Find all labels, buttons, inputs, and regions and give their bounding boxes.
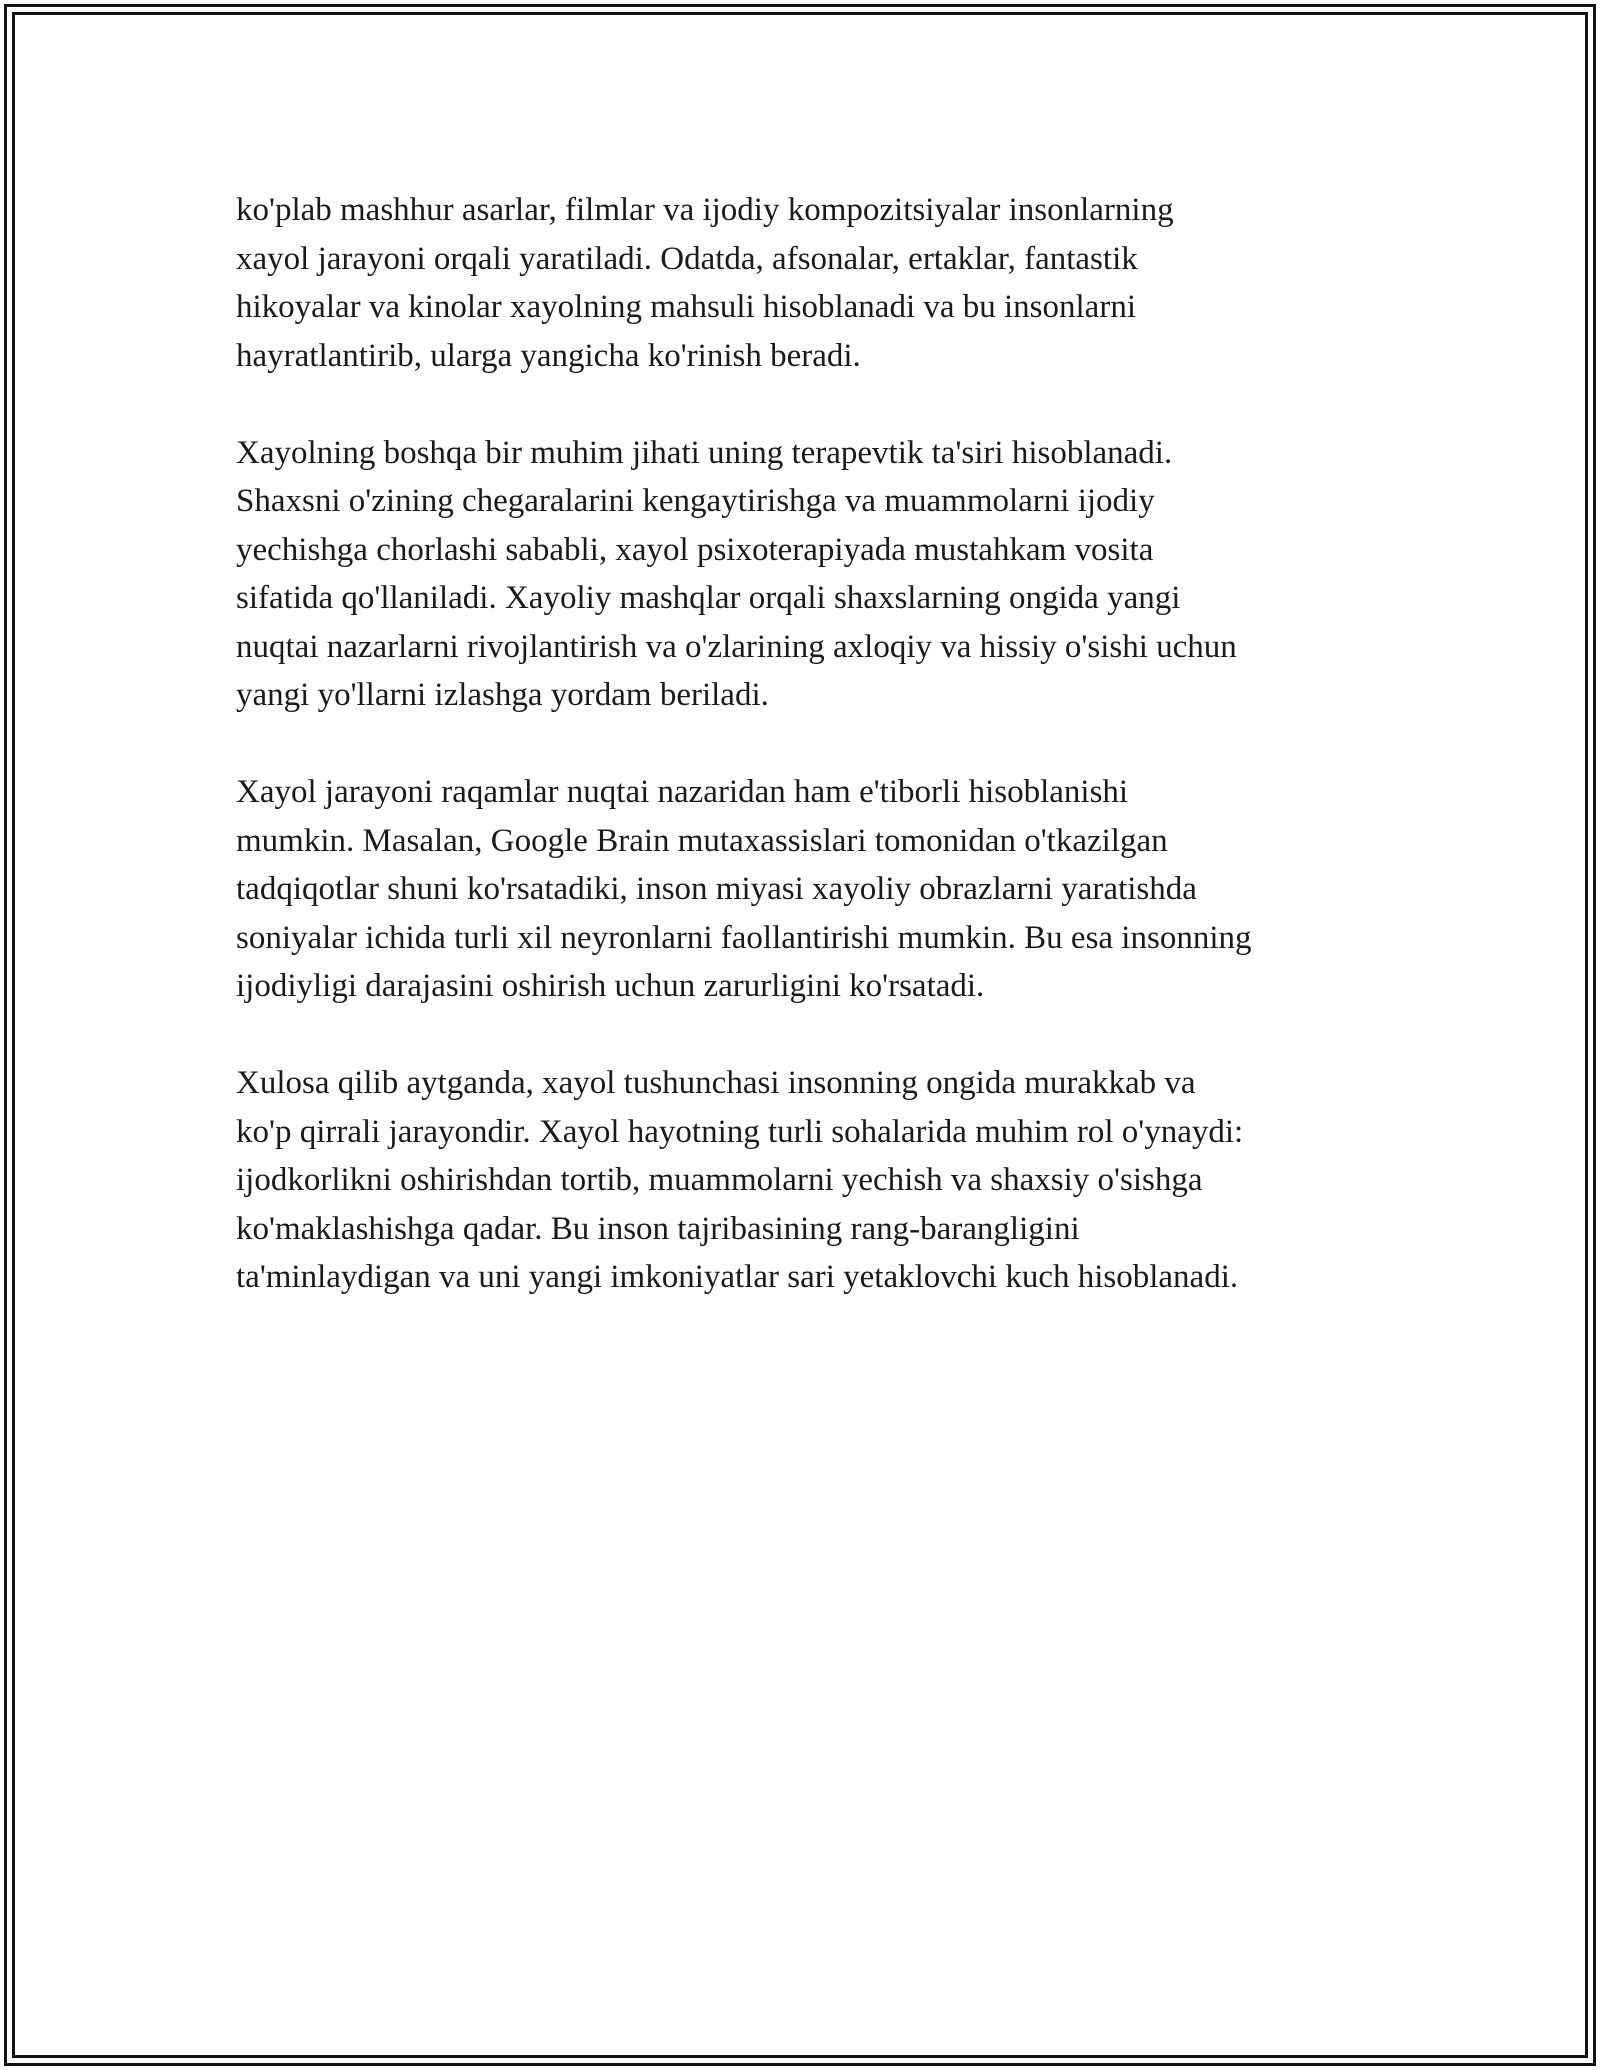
text-line: tadqiqotlar shuni ko'rsatadiki, inson miyasi xayoliy obrazlarni yaratishda	[236, 871, 1197, 907]
text-line: soniyalar ichida turli xil neyronlarni faollantirishi mumkin. Bu esa insonning	[236, 919, 1252, 956]
text-line: mumkin. Masalan, Google Brain mutaxassislari tomonidan o'tkazilgan	[236, 822, 1168, 859]
text-line: Xayol jarayoni raqamlar nuqtai nazaridan ham e'tiborli hisoblanishi	[236, 774, 1129, 810]
text-line: Xayolning boshqa bir muhim jihati uning terapevtik ta'siri hisoblanadi.	[236, 434, 1173, 471]
document-body	[236, 186, 1376, 1350]
text-line: sifatida qo'llaniladi. Xayoliy mashqlar orqali shaxslarning ongida yangi	[236, 580, 1181, 616]
text-line: hayratlantirib, ularga yangicha ko'rinish beradi.	[236, 337, 861, 374]
text-line: ko'plab mashhur asarlar, filmlar va ijodiy kompozitsiyalar insonlarning	[236, 192, 1174, 228]
text-line: yangi yo'llarni izlashga yordam beriladi.	[236, 677, 769, 713]
text-line: yechishga chorlashi sababli, xayol psixoterapiyada mustahkam vosita	[236, 531, 1154, 568]
text-line: xayol jarayoni orqali yaratiladi. Odatda, afsonalar, ertaklar, fantastik	[236, 240, 1138, 277]
paragraph-3	[236, 768, 1376, 1011]
text-line: ko'p qirrali jarayondir. Xayol hayotning turli sohalarida muhim rol o'ynaydi:	[236, 1113, 1244, 1150]
paragraph-4	[236, 1059, 1376, 1302]
text-line: Shaxsni o'zining chegaralarini kengaytirishga va muammolarni ijodiy	[236, 483, 1155, 519]
text-line: ijodkorlikni oshirishdan tortib, muammolarni yechish va shaxsiy o'sishga	[236, 1162, 1203, 1198]
text-line: hikoyalar va kinolar xayolning mahsuli hisoblanadi va bu insonlarni	[236, 289, 1136, 325]
text-line: ko'maklashishga qadar. Bu inson tajribasining rang-barangligini	[236, 1210, 1080, 1247]
paragraph-2	[236, 429, 1376, 720]
text-line: ijodiyligi darajasini oshirish uchun zarurligini ko'rsatadi.	[236, 968, 985, 1004]
text-line: Xulosa qilib aytganda, xayol tushunchasi insonning ongida murakkab va	[236, 1065, 1196, 1101]
text-line: nuqtai nazarlarni rivojlantirish va o'zlarining axloqiy va hissiy o'sishi uchun	[236, 628, 1237, 665]
text-line: ta'minlaydigan va uni yangi imkoniyatlar sari yetaklovchi kuch hisoblanadi.	[236, 1259, 1239, 1295]
paragraph-1	[236, 186, 1376, 380]
